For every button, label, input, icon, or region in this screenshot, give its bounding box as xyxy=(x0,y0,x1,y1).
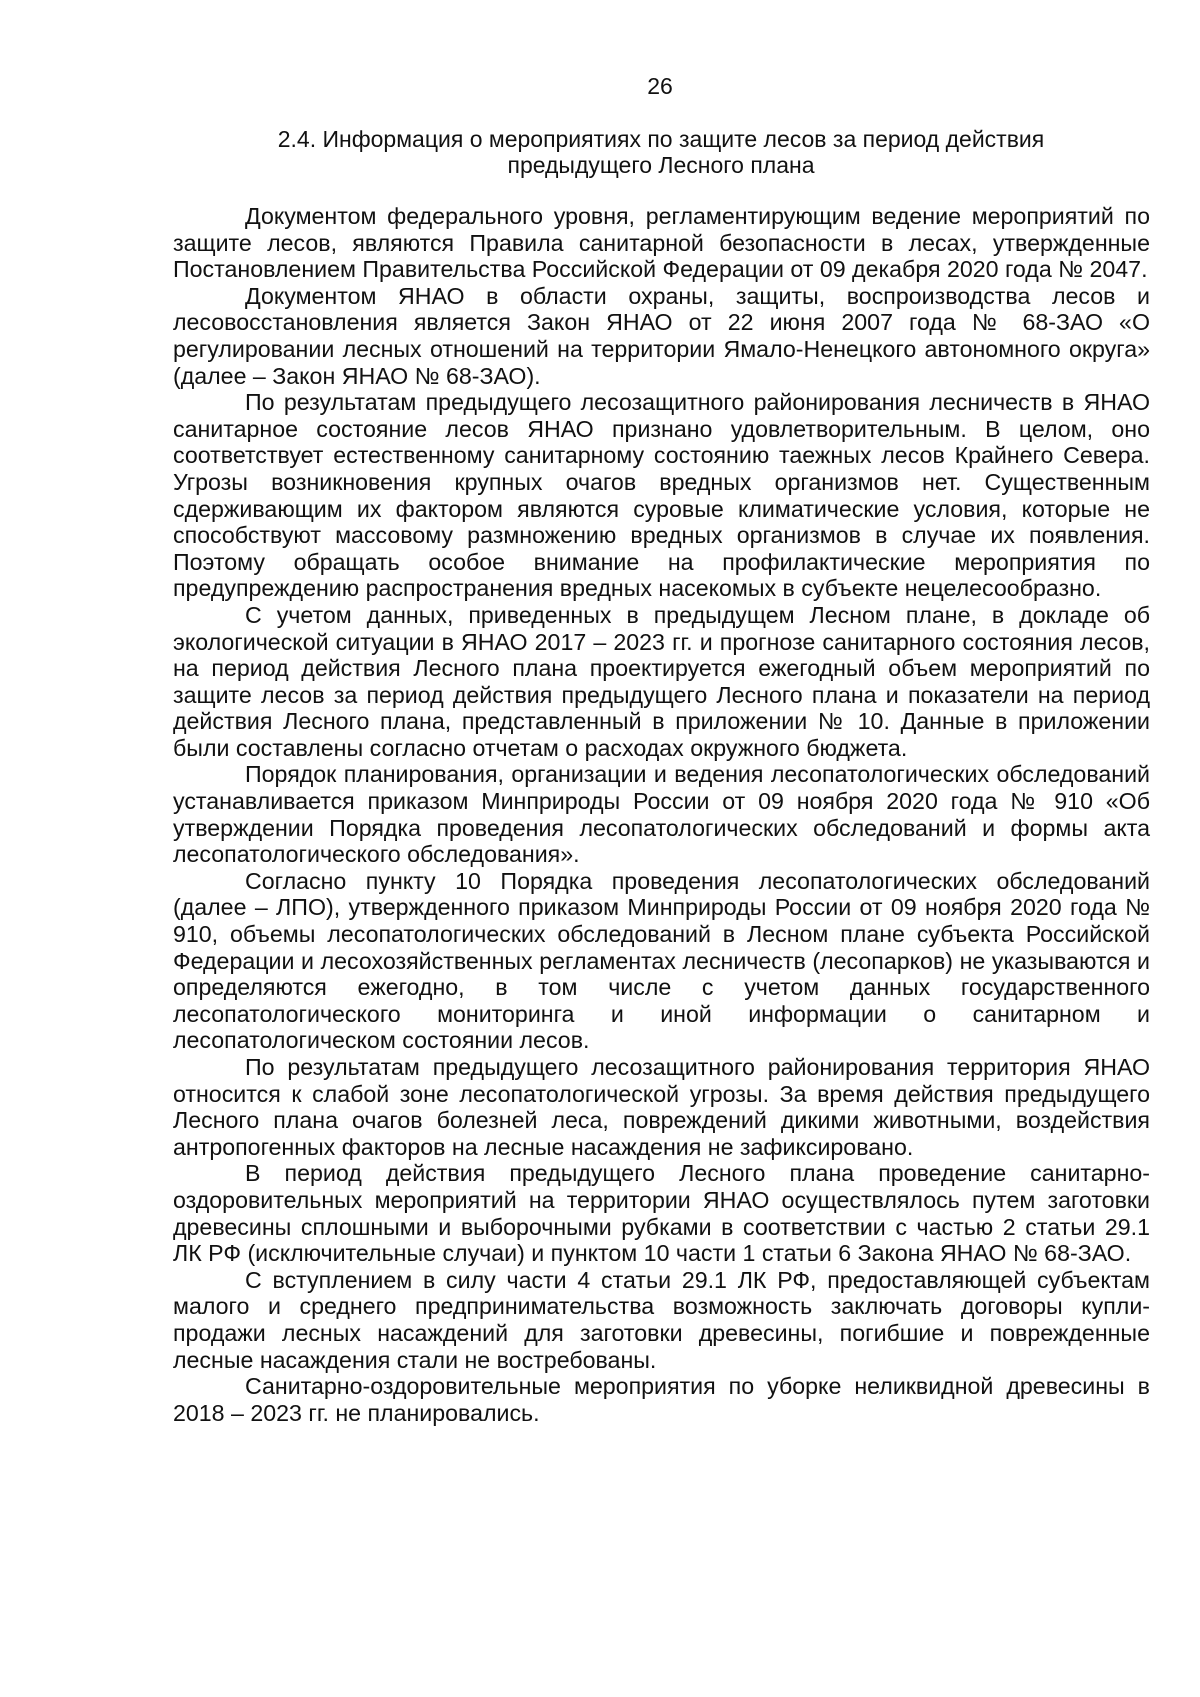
paragraph-lpo-volumes: Согласно пункту 10 Порядка проведения лесопатологических обследований (далее – ЛПО), утвержденного приказом Минприроды России от 09 ноября 2020 года № 910, объемы лесопатологических обследований в Лесном плане субъекта Российской Федерации и лесохозяйственных регламентах лесничеств (лесопарков) не указываются и определяются ежегодно, в том числе с учетом данных государственного лесопатологического мониторинга и иной информации о санитарном и лесопатологическом состоянии лесов. xyxy=(173,867,1150,1054)
paragraph-not-planned: Санитарно-оздоровительные мероприятия по уборке неликвидной древесины в 2018 – 2023 гг. не планировались. xyxy=(173,1373,1150,1426)
paragraph-threat-zone: По результатам предыдущего лесозащитного районирования территория ЯНАО относится к слабой зоне лесопатологической угрозы. За время действия предыдущего Лесного плана очагов болезней леса, повреждений дикими животными, воздействия антропогенных факторов на лесные насаждения не зафиксировано. xyxy=(173,1054,1150,1160)
paragraph-survey-procedure: Порядок планирования, организации и ведения лесопатологических обследований устанавливается приказом Минприроды России от 09 ноября 2020 года № 910 «Об утверждении Порядка проведения лесопатологических обследований и формы акта лесопатологического обследования». xyxy=(173,761,1150,868)
section-heading-line-2: предыдущего Лесного плана xyxy=(507,152,815,178)
paragraph-federal-rules: Документом федерального уровня, регламентирующим ведение мероприятий по защите лесов, являются Правила санитарной безопасности в лесах, утвержденные Постановлением Правительства Российской Федерации от 09 декабря 2020 года № 2047. xyxy=(173,203,1150,283)
body-text xyxy=(173,203,1150,1426)
paragraph-sanitary-state: По результатам предыдущего лесозащитного районирования лесничеств в ЯНАО санитарное состояние лесов ЯНАО признано удовлетворительным. В целом, оно соответствует естественному санитарному состоянию таежных лесов Крайнего Севера. Угрозы возникновения крупных очагов вредных организмов нет. Существенным сдерживающим их фактором являются суровые климатические условия, которые не способствуют массовому размножению вредных организмов в случае их появления. Поэтому обращать особое внимание на профилактические мероприятия по предупреждению распространения вредных насекомых в субъекте нецелесообразно. xyxy=(173,389,1150,602)
page-number: 26 xyxy=(647,73,673,99)
section-heading-line-1: 2.4. Информация о мероприятиях по защите лесов за период действия xyxy=(277,126,1045,152)
paragraph-annual-volume: С учетом данных, приведенных в предыдущем Лесном плане, в докладе об экологической ситуации в ЯНАО 2017 – 2023 гг. и прогнозе санитарного состояния лесов, на период действия Лесного плана проектируется ежегодный объем мероприятий по защите лесов за период действия предыдущего Лесного плана и показатели на период действия Лесного плана, представленный в приложении № 10. Данные в приложении были составлены согласно отчетам о расходах окружного бюджета. xyxy=(173,601,1150,761)
paragraph-purchase-contracts: С вступлением в силу части 4 статьи 29.1 ЛК РФ, предоставляющей субъектам малого и среднего предпринимательства возможность заключать договоры купли-продажи лесных насаждений для заготовки древесины, погибшие и поврежденные лесные насаждения стали не востребованы. xyxy=(173,1266,1150,1373)
section-heading xyxy=(172,126,1150,178)
paragraph-yanao-law: Документом ЯНАО в области охраны, защиты, воспроизводства лесов и лесовосстановления является Закон ЯНАО от 22 июня 2007 года № 68-ЗАО «О регулировании лесных отношений на территории Ямало-Ненецкого автономного округа» (далее – Закон ЯНАО № 68-ЗАО). xyxy=(173,282,1150,389)
paragraph-sanitary-measures: В период действия предыдущего Лесного плана проведение санитарно-оздоровительных мероприятий на территории ЯНАО осуществлялось путем заготовки древесины сплошными и выборочными рубками в соответствии с частью 2 статьи 29.1 ЛК РФ (исключительные случаи) и пунктом 10 части 1 статьи 6 Закона ЯНАО № 68-ЗАО. xyxy=(173,1160,1150,1267)
